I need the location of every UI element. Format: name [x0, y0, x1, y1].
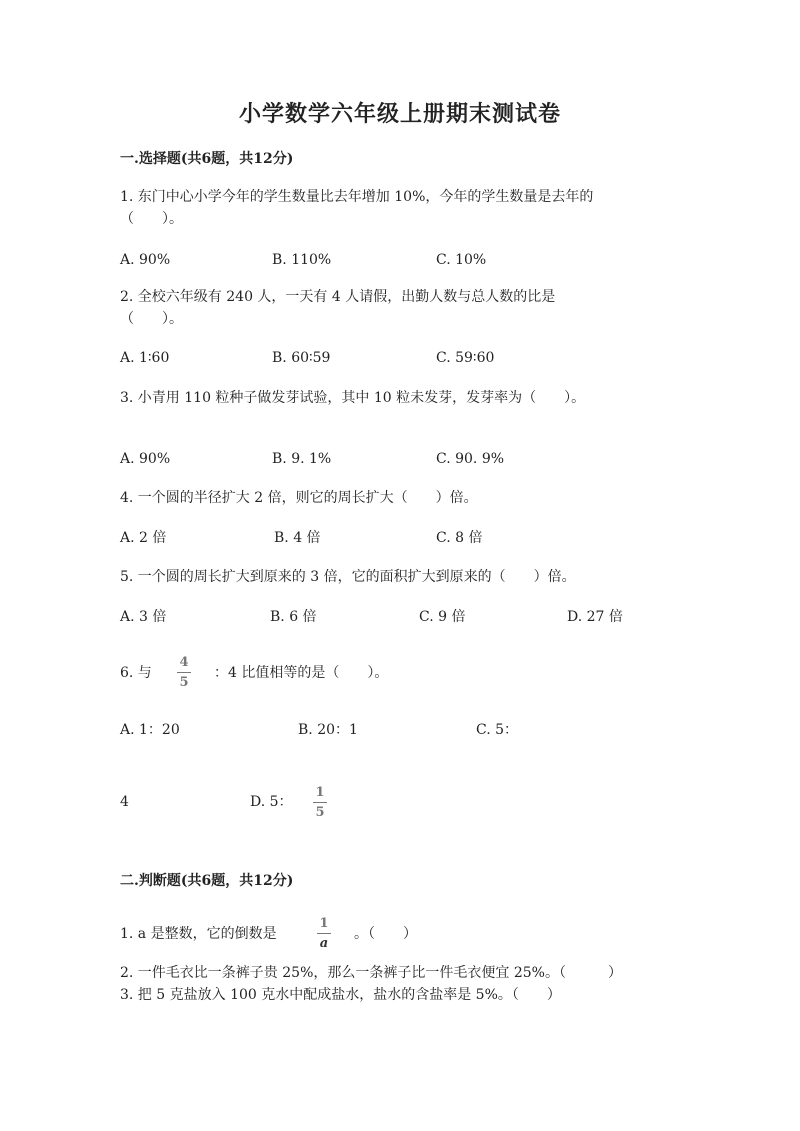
option-b: B. 9. 1%: [272, 451, 332, 467]
fraction-denominator: a: [319, 936, 329, 951]
option-c: C. 59∶60: [436, 350, 495, 366]
fraction-bar: [313, 802, 327, 803]
judgement-2-text: 2. 一件毛衣比一条裤子贵 25%，那么一条裤子比一件毛衣便宜 25%。（ ）: [120, 965, 622, 981]
page-title: 小学数学六年级上册期末测试卷: [238, 101, 561, 127]
fraction-denominator: 5: [179, 675, 189, 690]
option-b: B. 4 倍: [274, 530, 321, 546]
option-c: C. 10%: [436, 252, 487, 268]
option-d: D. 5：: [250, 794, 293, 810]
fraction-numerator: 1: [315, 785, 325, 800]
fraction-numerator: 4: [179, 655, 189, 670]
fraction-bar: [177, 672, 191, 673]
question-3-text: 3. 小青用 110 粒种子做发芽试验，其中 10 粒未发芽，发芽率为（ ）。: [120, 390, 586, 406]
fraction-one-over-a: [314, 916, 334, 951]
option-c: C. 90. 9%: [436, 451, 505, 467]
question-6-suffix: ：4 比值相等的是（ ）。: [214, 665, 389, 681]
question-4-text: 4. 一个圆的半径扩大 2 倍，则它的周长扩大（ ）倍。: [120, 490, 478, 506]
question-2-text: 2. 全校六年级有 240 人，一天有 4 人请假，出勤人数与总人数的比是: [120, 289, 556, 305]
question-1-blank: （ ）。: [120, 211, 183, 227]
option-c: C. 8 倍: [436, 530, 483, 546]
question-5-text: 5. 一个圆的周长扩大到原来的 3 倍，它的面积扩大到原来的（ ）倍。: [120, 569, 576, 585]
option-b: B. 6 倍: [270, 609, 317, 625]
option-c: C. 9 倍: [419, 609, 466, 625]
option-d: D. 27 倍: [567, 609, 623, 625]
option-a: A. 1：20: [120, 722, 180, 738]
option-a: A. 2 倍: [120, 530, 167, 546]
section-heading-choice: 一.选择题(共6题，共12分): [120, 151, 294, 167]
fraction-four-fifths: [174, 655, 194, 690]
option-b: B. 20：1: [298, 722, 358, 738]
judgement-1-suffix: 。（ ）: [354, 926, 417, 942]
option-a: A. 90%: [120, 252, 171, 268]
section-heading-judgement: 二.判断题(共6题，共12分): [120, 873, 294, 889]
option-c-continued: 4: [120, 794, 129, 810]
option-b: B. 60∶59: [272, 350, 331, 366]
option-a: A. 3 倍: [120, 609, 167, 625]
question-6-prefix: 6. 与: [120, 665, 152, 681]
option-b: B. 110%: [272, 252, 332, 268]
option-a: A. 90%: [120, 451, 171, 467]
fraction-bar: [317, 933, 331, 934]
option-a: A. 1∶60: [120, 350, 170, 366]
judgement-1-prefix: 1. a 是整数，它的倒数是: [120, 926, 277, 942]
question-1-text: 1. 东门中心小学今年的学生数量比去年增加 10%，今年的学生数量是去年的: [120, 189, 594, 205]
question-2-blank: （ ）。: [120, 311, 183, 327]
fraction-numerator: 1: [319, 916, 329, 931]
fraction-one-fifth: [310, 785, 330, 820]
judgement-3-text: 3. 把 5 克盐放入 100 克水中配成盐水，盐水的含盐率是 5%。（ ）: [120, 987, 561, 1003]
option-c: C. 5：: [476, 722, 519, 738]
fraction-denominator: 5: [315, 805, 325, 820]
